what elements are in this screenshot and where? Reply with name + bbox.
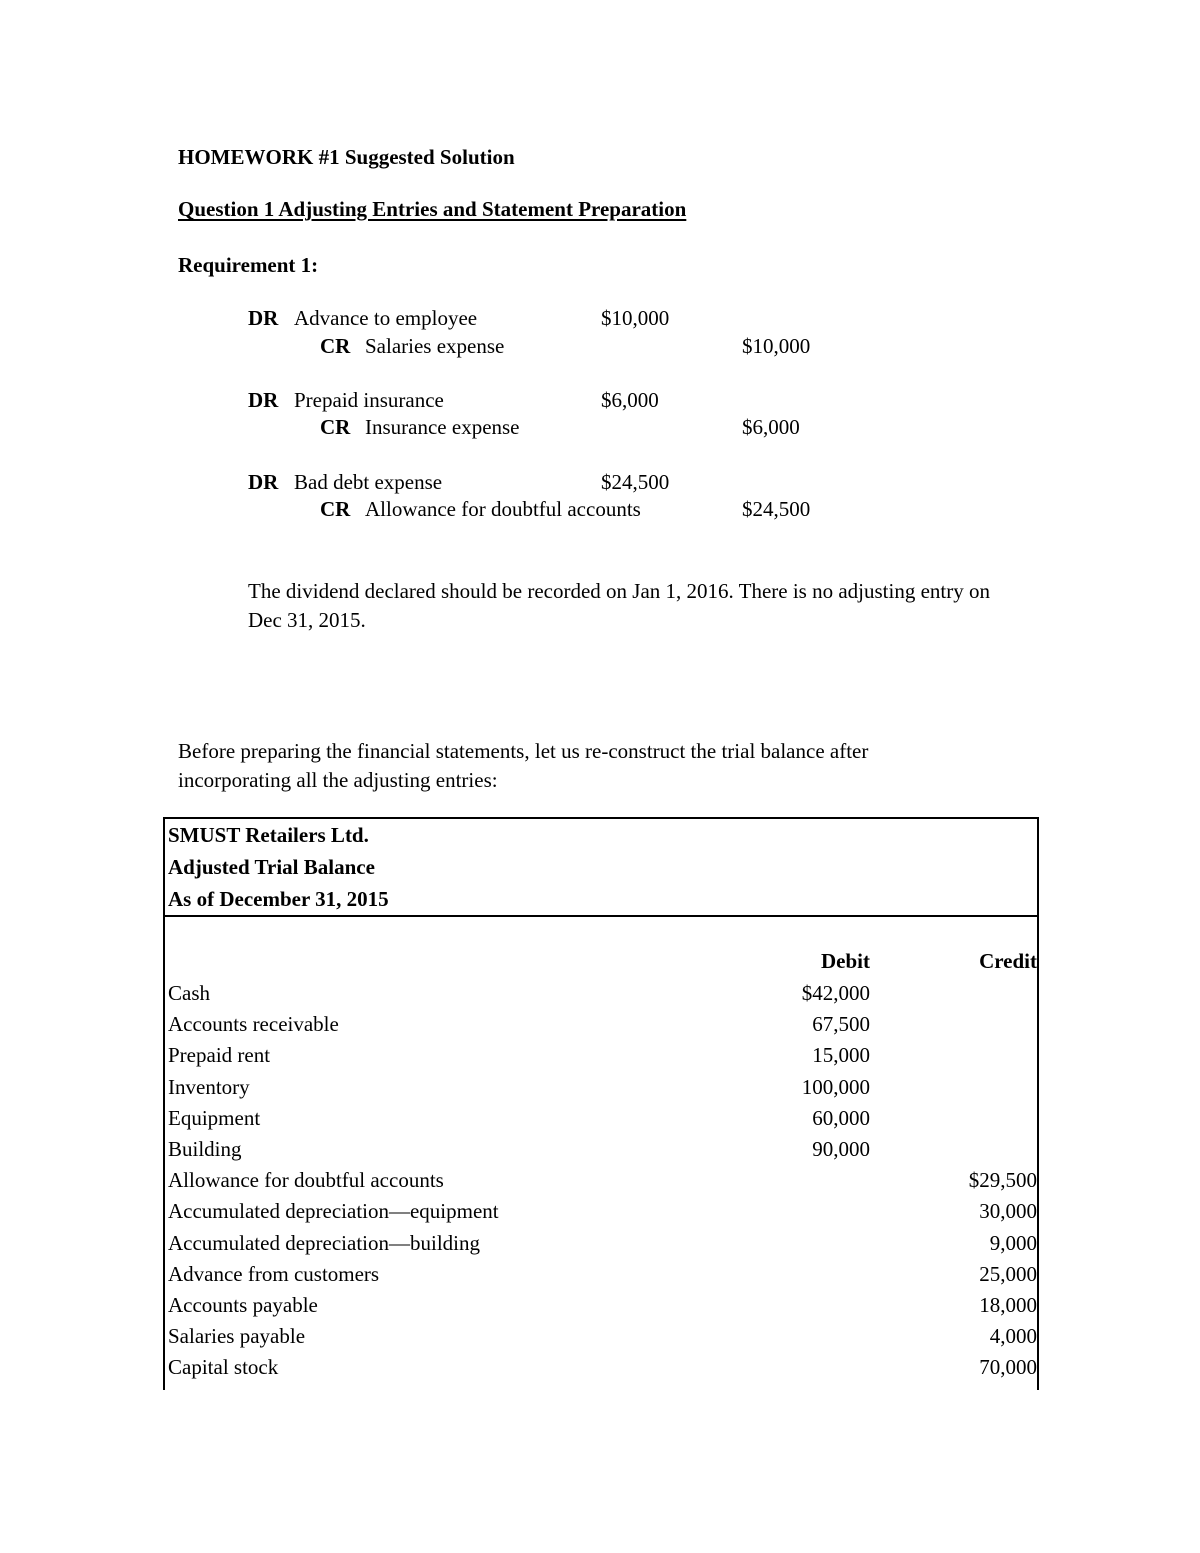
table-row [165,1012,1037,1043]
debit-cell: 15,000 [812,1043,870,1068]
account-cell: Accounts payable [168,1293,318,1317]
account-cell: Building [168,1137,242,1161]
cr-label: CR [320,334,351,358]
dr-account: Advance to employee [294,306,478,330]
cr-label: CR [320,497,351,521]
account-cell: Accumulated depreciation—building [168,1230,480,1255]
account-cell: Equipment [168,1105,261,1130]
dr-account: Prepaid insurance [294,388,444,412]
debit-line [0,388,900,416]
trial-balance-header [163,817,1039,917]
cr-account: Allowance for doubtful accounts [365,497,641,521]
account-cell: Accumulated depreciation—equipment [168,1199,499,1224]
intro-paragraph: Before preparing the financial statements, let us re-construct the trial balance after incorporating all the adjusting entries: [178,739,869,792]
credit-line [0,497,900,525]
dr-amount: $6,000 [601,388,659,412]
cr-amount: $6,000 [742,415,800,439]
statement-date: As of December 31, 2015 [168,887,389,911]
account-cell: Capital stock [168,1355,279,1380]
cr-account: Salaries expense [365,334,505,358]
debit-cell: 60,000 [812,1105,870,1130]
dividend-note: The dividend declared should be recorded on Jan 1, 2016. There is no adjusting entry on Dec 31, 2015. [248,579,991,632]
question-title: Question 1 Adjusting Entries and Statement Preparation [178,197,687,221]
credit-cell: 30,000 [979,1199,1037,1224]
table-row [165,1075,1037,1106]
cr-amount: $24,500 [742,497,811,521]
table-row [165,1199,1037,1230]
debit-cell: 67,500 [812,1012,870,1037]
table-row [165,1043,1037,1074]
table-row [165,1262,1037,1293]
requirement-label: Requirement 1: [178,253,319,277]
dr-amount: $10,000 [601,306,670,330]
credit-column-header: Credit [979,949,1037,973]
credit-line [0,334,900,362]
debit-cell: 90,000 [812,1137,870,1161]
dr-label: DR [248,388,279,412]
cr-label: CR [320,415,351,439]
dr-label: DR [248,306,279,330]
trial-balance-table [163,913,1039,1390]
credit-cell: $29,500 [968,1168,1037,1193]
table-row [165,1231,1037,1262]
company-name: SMUST Retailers Ltd. [168,823,369,847]
dr-account: Bad debt expense [294,470,443,494]
account-cell: Accounts receivable [168,1012,339,1037]
cr-amount: $10,000 [742,334,811,358]
debit-column-header: Debit [821,949,870,973]
debit-line [0,470,900,498]
account-cell: Advance from customers [168,1261,380,1286]
table-row [165,1137,1037,1168]
cr-account: Insurance expense [365,415,520,439]
table-row [165,981,1037,1012]
statement-title: Adjusted Trial Balance [168,855,375,879]
table-row [165,1293,1037,1324]
debit-cell: $42,000 [801,981,870,1005]
credit-cell: 4,000 [989,1324,1037,1349]
dr-amount: $24,500 [601,470,670,494]
table-row [165,1324,1037,1355]
credit-cell: 9,000 [989,1230,1037,1255]
debit-line [0,306,900,334]
account-cell: Allowance for doubtful accounts [168,1168,444,1193]
account-cell: Cash [168,981,210,1005]
doc-title: HOMEWORK #1 Suggested Solution [178,145,515,169]
credit-cell: 70,000 [979,1355,1037,1380]
account-cell: Inventory [168,1074,250,1099]
account-cell: Salaries payable [168,1324,306,1349]
table-row [165,1106,1037,1137]
credit-line [0,415,900,443]
table-row [165,1355,1037,1386]
account-cell: Prepaid rent [168,1043,271,1068]
credit-cell: 25,000 [979,1261,1037,1286]
table-row [165,1168,1037,1199]
debit-cell: 100,000 [801,1074,870,1099]
dr-label: DR [248,470,279,494]
credit-cell: 18,000 [979,1293,1037,1317]
